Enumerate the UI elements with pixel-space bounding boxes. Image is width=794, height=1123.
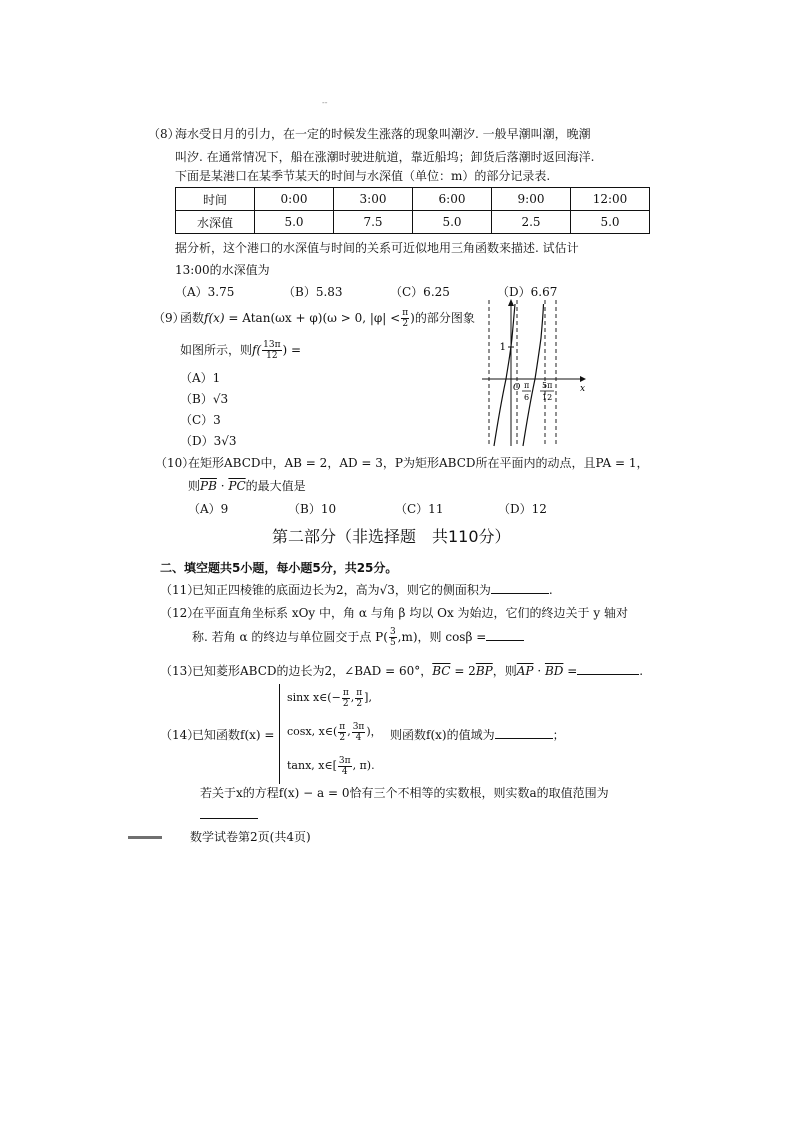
q8-option-b: （B）5.83 — [283, 285, 343, 299]
y-axis-arrow — [508, 299, 514, 306]
q9-arg: $\frac{13\pi}{12}$ — [263, 340, 281, 361]
q8-line-3: 下面是某港口在某季节某天的时间与水深值（单位：m）的部分记录表. — [175, 169, 551, 183]
tide-table-header-row — [176, 188, 650, 211]
q9-stem-b: = Atan(ωx + φ)(ω > 0, |φ| < — [224, 311, 401, 325]
tide-table — [175, 187, 650, 234]
tide-header-cell: 3:00 — [334, 188, 413, 211]
tick-label-5pi: 5π — [542, 381, 553, 390]
q10-option-c: （C）11 — [395, 502, 444, 516]
q14-case-3: tanx, x∈[ $\frac{3\pi}{4}$ , π). — [287, 755, 375, 777]
vector-bd: $\overline{BD}$ — [544, 664, 564, 678]
q9-stem-c: )的部分图象 — [410, 311, 475, 325]
part-two-heading: 第二部分（非选择题 共110分） — [272, 527, 511, 546]
q14-case-2: cosx, x∈( $\frac{\pi}{2}$ , $\frac{3\pi}{4}$ )， — [287, 721, 382, 743]
q13-number: （13） — [160, 664, 200, 678]
vector-ap: $\overline{AP}$ — [516, 664, 534, 678]
vector-pc: $\overline{PC}$ — [228, 479, 246, 493]
section-heading: 二、填空题共5小题，每小题5分，共25分。 — [160, 561, 398, 575]
q10-option-a: （A）9 — [188, 502, 229, 516]
q9-line-2: 如图所示，则f( $\frac{13\pi}{12}$ ) = — [180, 340, 302, 361]
q10-option-d: （D）12 — [498, 502, 547, 516]
q8-option-d: （D）6.67 — [497, 285, 558, 299]
tide-header-cell: 12:00 — [571, 188, 650, 211]
q14-number: （14） — [160, 728, 200, 742]
q10-line-2: 则$\overline{PB} \cdot \overline{PC}$的最大值是 — [188, 479, 306, 493]
q12-line-1: 在平面直角坐标系 xOy 中，角 α 与角 β 均以 Ox 为始边，它们的终边关于 y 轴对 — [192, 606, 628, 620]
q8-line-1: 海水受日月的引力，在一定的时候发生涨落的现象叫潮汐. 一般早潮叫潮，晚潮 — [175, 127, 591, 141]
tide-value-cell: 5.0 — [413, 211, 492, 234]
tangent-curve — [494, 304, 515, 446]
graph-label-one: 1 — [499, 342, 506, 353]
q9-half-pi: $\frac{\pi}{2}$ — [402, 308, 409, 329]
tide-value-cell: 2.5 — [492, 211, 571, 234]
tide-value-cell: 7.5 — [334, 211, 413, 234]
vector-bc: $\overline{BC}$ — [432, 664, 451, 678]
q9-option-c: （C）3 — [180, 413, 221, 427]
answer-blank[interactable] — [491, 583, 549, 594]
q14-line-2: 若关于x的方程f(x) − a = 0恰有三个不相等的实数根，则实数a的取值范围为 — [200, 786, 609, 800]
q14-case-1: sinx x∈(− $\frac{\pi}{2}$ , $\frac{\pi}{2}$ ], — [287, 687, 372, 709]
q9-fx: f(x) — [204, 311, 225, 325]
q12-line-2: 称. 若角 α 的终边与单位圆交于点 P( $\frac{3}{5}$ ,m)，则 cosβ = — [192, 624, 524, 650]
answer-blank[interactable] — [486, 630, 524, 641]
q10-number: （10） — [155, 456, 195, 470]
page-footer: 数学试卷第2页(共4页) — [190, 830, 311, 844]
tide-header-cell: 6:00 — [413, 188, 492, 211]
vector-pb: $\overline{PB}$ — [200, 479, 217, 493]
graph-label-x: x — [580, 384, 586, 394]
q10-option-b: （B）10 — [288, 502, 337, 516]
q8-option-c: （C）6.25 — [390, 285, 450, 299]
answer-blank[interactable] — [495, 728, 553, 739]
q9-option-b: （B）√3 — [180, 392, 229, 406]
answer-blank[interactable] — [577, 664, 639, 675]
vector-bp: $\overline{BP}$ — [475, 664, 493, 678]
tick-label-twelve: 12 — [542, 393, 553, 402]
q8-line-2: 叫汐. 在通常情况下，船在涨潮时驶进航道，靠近船坞；卸货后落潮时返回海洋. — [175, 150, 595, 164]
q13-text: 已知菱形ABCD的边长为2，∠BAD = 60°，$\overline{BC} = 2\overline{BP}$，则$\overline{AP} \cdot \overline{BD}$ = . — [192, 664, 644, 678]
tick-label-pi: π — [524, 381, 530, 390]
tick-label-six: 6 — [524, 393, 530, 402]
tangent-graph — [476, 298, 596, 448]
q14-lead: 已知函数f(x) = — [192, 728, 275, 742]
q9-option-a: （A）1 — [180, 371, 221, 385]
q9-number: （9） — [153, 311, 185, 325]
q14-range-prompt: 则函数f(x)的值域为 ； — [390, 728, 565, 742]
q8-line-5: 13:00的水深值为 — [175, 263, 270, 277]
q8-option-a: （A）3.75 — [175, 285, 235, 299]
q12-number: （12） — [160, 606, 200, 620]
q10-line-1: 在矩形ABCD中，AB = 2，AD = 3，P为矩形ABCD所在平面内的动点，且PA = 1， — [188, 456, 649, 470]
tide-table-value-row — [176, 211, 650, 234]
tide-header-cell: 9:00 — [492, 188, 571, 211]
tide-header-cell: 0:00 — [255, 188, 334, 211]
x-axis-arrow — [580, 376, 586, 382]
q12-fraction: $\frac{3}{5}$ — [389, 627, 396, 648]
answer-blank[interactable] — [200, 818, 258, 819]
q8-line-4: 据分析，这个港口的水深值与时间的关系可近似地用三角函数来描述. 试估计 — [175, 241, 579, 255]
q9-stem — [180, 305, 475, 331]
scan-smudge — [128, 836, 162, 839]
graph-label-origin: O — [513, 383, 521, 393]
q11-number: （11） — [160, 583, 200, 597]
page-mark: -- — [322, 98, 328, 107]
tide-value-cell: 水深值 — [176, 211, 255, 234]
tangent-curve — [523, 304, 544, 446]
q11-text: 已知正四棱锥的底面边长为2，高为√3，则它的侧面积为 . — [192, 583, 553, 597]
tide-value-cell: 5.0 — [571, 211, 650, 234]
q9-option-d: （D）3√3 — [180, 434, 237, 448]
q8-number: （8） — [148, 127, 180, 141]
q9-stem-a: 函数 — [180, 311, 205, 325]
tide-value-cell: 5.0 — [255, 211, 334, 234]
tide-header-cell: 时间 — [176, 188, 255, 211]
